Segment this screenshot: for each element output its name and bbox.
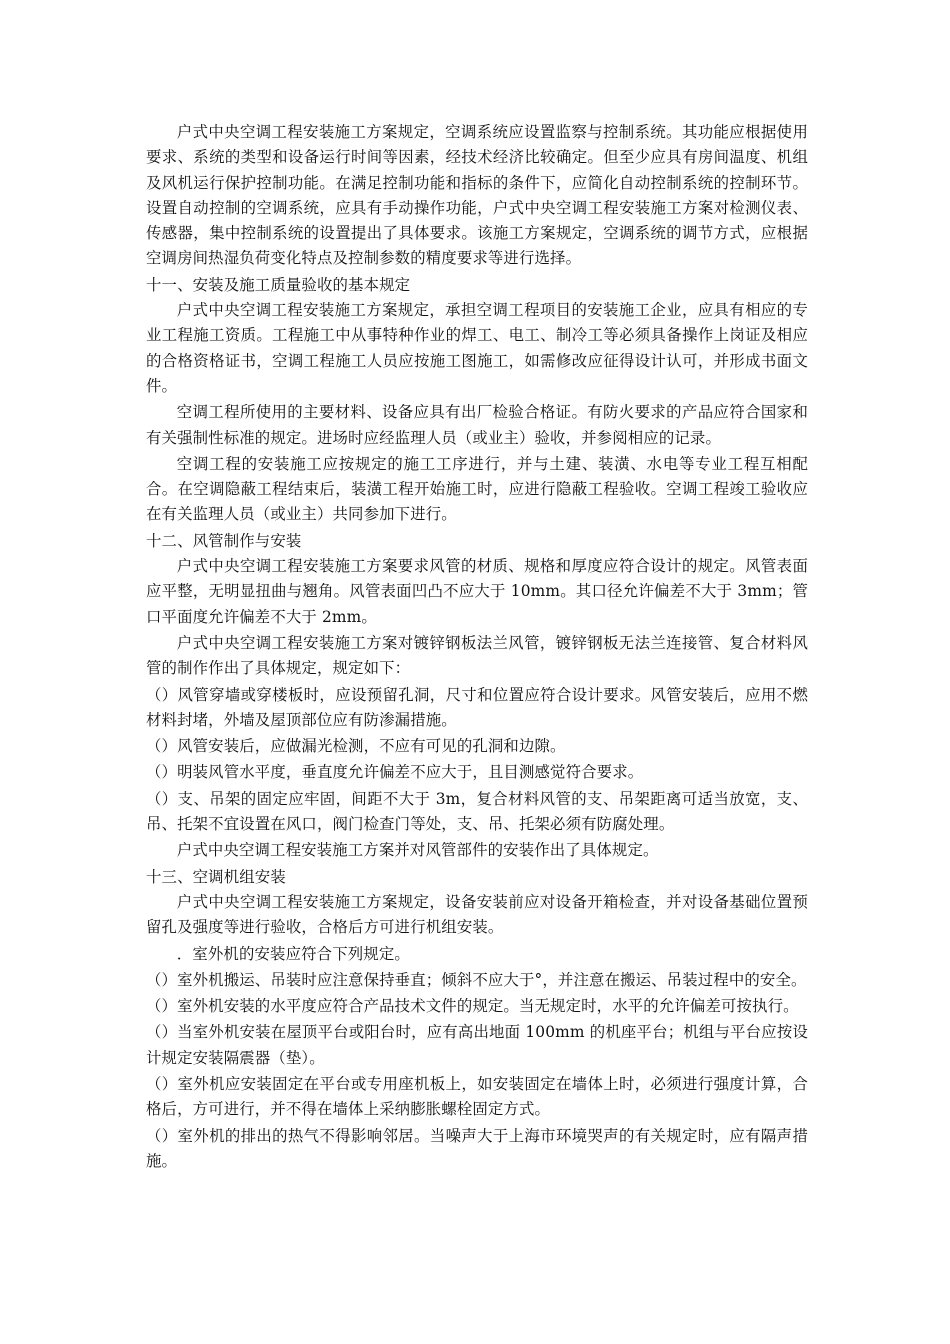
list-item-duct-wall: （）风管穿墙或穿楼板时，应设预留孔洞，尺寸和位置应符合设计要求。风管安装后，应用不燃材料封堵，外墙及屋顶部位应有防渗漏措施。	[146, 685, 808, 729]
list-item-outdoor-fixing: （）室外机应安装固定在平台或专用座机板上，如安装固定在墙体上时，必须进行强度计算，合格后，方可进行，并不得在墙体上采纳膨胀螺栓固定方式。	[146, 1074, 808, 1119]
section-heading-12: 十二、风管制作与安装	[146, 531, 302, 550]
paragraph-duct-material: 户式中央空调工程安装施工方案要求风管的材质、规格和厚度应符合设计的规定。风管表面应平整，无明显扭曲与翘角。风管表面凹凸不应大于 10mm。其口径允许偏差不大于 3mm；管口平面度允许偏差不大于 2mm。	[146, 557, 808, 626]
list-item-duct-support: （）支、吊架的固定应牢固，间距不大于 3m，复合材料风管的支、吊架距离可适当放宽，支、吊、托架不宜设置在风口，阀门检查门等处，支、吊、托架必须有防腐处理。	[146, 789, 808, 834]
paragraph-duct-fabrication: 户式中央空调工程安装施工方案对镀锌钢板法兰风管，镀锌钢板无法兰连接管、复合材料风管的制作作出了具体规定，规定如下：	[146, 633, 808, 678]
paragraph-materials: 空调工程所使用的主要材料、设备应具有出厂检验合格证。有防火要求的产品应符合国家和有关强制性标准的规定。进场时应经监理人员（或业主）验收，并参阅相应的记录。	[146, 403, 808, 447]
paragraph-control-system: 户式中央空调工程安装施工方案规定，空调系统应设置监察与控制系统。其功能应根据使用要求、系统的类型和设备运行时间等因素，经技术经济比较确定。但至少应具有房间温度、机组及风机运行保护控制功能。在满足控制功能和指标的条件下，应简化自动控制系统的控制环节。设置自动控制的空调系统，应具有手动操作功能，户式中央空调工程安装施工方案对检测仪表、传感器，集中控制系统的设置提出了具体要求。该施工方案规定，空调系统的调节方式，应根据空调房间热湿负荷变化特点及控制参数的精度要求等进行选择。	[146, 123, 808, 268]
list-item-duct-leak: （）风管安装后，应做漏光检测，不应有可见的孔洞和边隙。	[146, 737, 566, 756]
paragraph-duct-parts: 户式中央空调工程安装施工方案并对风管部件的安装作出了具体规定。	[176, 841, 659, 860]
list-item-duct-level: （）明装风管水平度，垂直度允许偏差不应大于，且目测感觉符合要求。	[146, 763, 644, 782]
section-heading-11: 十一、安装及施工质量验收的基本规定	[146, 275, 411, 294]
paragraph-qualification: 户式中央空调工程安装施工方案规定，承担空调工程项目的安装施工企业，应具有相应的专业工程施工资质。工程施工中从事特种作业的焊工、电工、制冷工等必须具备操作上岗证及相应的合格资格证书，空调工程施工人员应按施工图施工，如需修改应征得设计认可，并形成书面文件。	[146, 301, 808, 395]
list-item-outdoor-noise: （）室外机的排出的热气不得影响邻居。当噪声大于上海市环境哭声的有关规定时，应有隔声措施。	[146, 1126, 808, 1170]
paragraph-procedure: 空调工程的安装施工应按规定的施工工序进行，并与土建、装潢、水电等专业工程互相配合。在空调隐蔽工程结束后，装潢工程开始施工时，应进行隐蔽工程验收。空调工程竣工验收应在有关监理人员（或业主）共同参加下进行。	[146, 454, 808, 524]
section-heading-13: 十三、空调机组安装	[146, 867, 286, 886]
list-item-outdoor-hoisting: （）室外机搬运、吊装时应注意保持垂直；倾斜不应大于°，并注意在搬运、吊装过程中的安全。	[146, 970, 807, 989]
list-item-outdoor-level: （）室外机安装的水平度应符合产品技术文件的规定。当无规定时，水平的允许偏差可按执行。	[146, 997, 799, 1016]
paragraph-unit-inspection: 户式中央空调工程安装施工方案规定，设备安装前应对设备开箱检查，并对设备基础位置预留孔及强度等进行验收，合格后方可进行机组安装。	[146, 892, 808, 937]
list-item-outdoor-platform: （）当室外机安装在屋顶平台或阳台时，应有高出地面 100mm 的机座平台；机组与平台应按设计规定安装隔震器（垫）。	[146, 1023, 808, 1067]
document-page	[146, 120, 808, 1175]
paragraph-outdoor-unit-rules: ．室外机的安装应符合下列规定。	[176, 944, 410, 963]
